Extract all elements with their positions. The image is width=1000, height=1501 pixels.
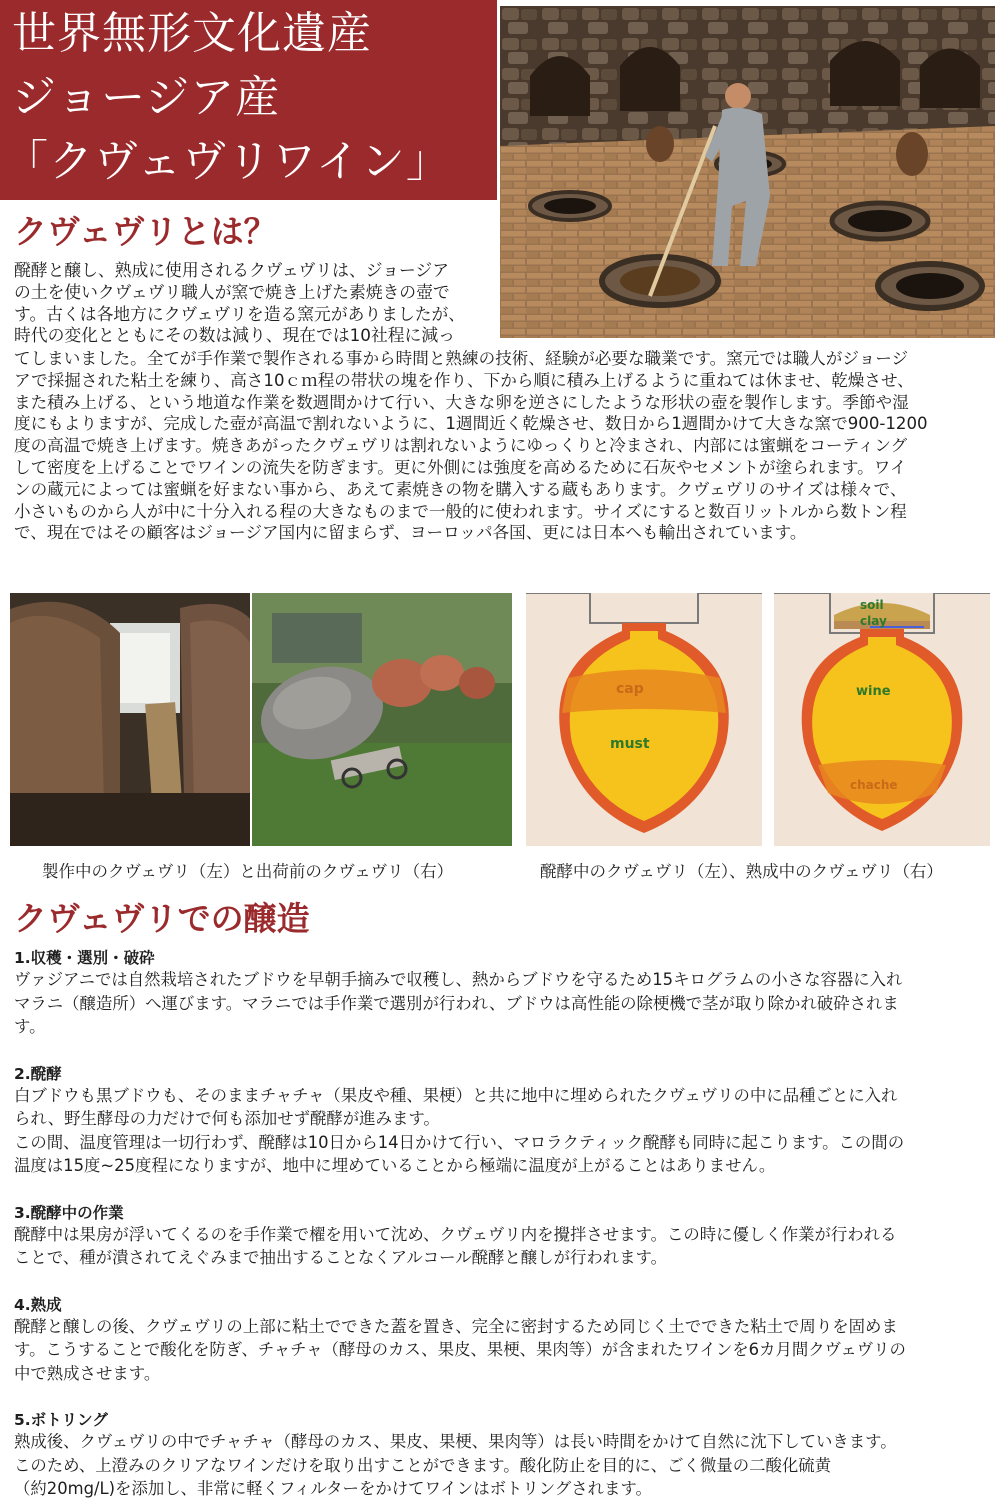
step-line: 中で熟成させます。 <box>14 1363 161 1383</box>
wine-label: wine <box>856 684 891 699</box>
step-title: 4.熟成 <box>14 1295 62 1314</box>
intro-paragraph-narrow <box>14 260 498 347</box>
fermenting-qvevri-diagram <box>526 593 762 846</box>
step-line: 熟成後、クヴェヴリの中でチャチャ（酵母のカス、果皮、果梗、果肉等）は長い時間をかけて自然に沈下していきます。 <box>14 1432 897 1451</box>
title-line-2: ジョージア産 <box>12 72 281 123</box>
must-label: must <box>610 736 650 752</box>
title-line-1: 世界無形文化遺産 <box>12 8 372 59</box>
intro-line: して密度を上げることでワインの流失を防ぎます。更に外側には強度を高めるために石灰やセメントが塗られます。ワイ <box>14 457 907 477</box>
intro-heading: クヴェヴリとは？ <box>14 212 277 251</box>
step-title: 1.収穫・選別・破砕 <box>14 949 155 967</box>
step-line: マラニ（醸造所）へ運びます。マラニでは手作業で選別が行われ、ブドウは高性能の除梗機で茎が取り除かれ破砕されま <box>14 993 899 1013</box>
intro-line: ンの蔵元によっては蜜蝋を好まない事から、あえて素焼きの物を購入する蔵もあります。クヴェヴリのサイズは様々で、 <box>14 479 907 499</box>
step-aging <box>14 1293 990 1386</box>
title-line-3: 「クヴェヴリワイン」 <box>4 136 451 187</box>
brewing-steps <box>14 946 990 1501</box>
photo-caption: 製作中のクヴェヴリ（左）と出荷前のクヴェヴリ（右） <box>42 862 454 881</box>
diagram-caption: 醗酵中のクヴェヴリ（左）、熟成中のクヴェヴリ（右） <box>540 862 943 881</box>
step-line: 温度は15度~25度程になりますが、地中に埋めていることから極端に温度が上がることはありません。 <box>14 1156 776 1175</box>
intro-line: また積み上げる、という地道な作業を数週間かけて行い、大きな卵を逆さにしたような形状の壺を製作します。季節や湿 <box>14 392 909 412</box>
intro-line: 度にもよりますが、完成した壺が高温で割れないように、1週間近く乾燥させ、数日から1週間かけて大きな窯で900-1200 <box>14 414 928 434</box>
intro-line: 度の高温で焼き上げます。焼きあがったクヴェヴリは割れないようにゆっくりと冷まされ、内部には蜜蝋をコーティング <box>14 436 908 456</box>
step-line: 醗酵中は果房が浮いてくるのを手作業で櫂を用いて沈め、クヴェヴリ内を攪拌させます。この時に優しく作業が行われる <box>14 1224 897 1244</box>
aging-qvevri-diagram <box>774 593 990 846</box>
intro-paragraph-wide <box>14 348 990 544</box>
step-bottling <box>14 1408 990 1501</box>
step-line: このため、上澄みのクリアなワインだけを取り出すことができます。酸化防止を目的に、ごく微量の二酸化硫黄 <box>14 1455 832 1475</box>
intro-line: てしまいました。全てが手作業で製作される事から時間と熟練の技術、経験が必要な職業です。窯元では職人がジョージ <box>14 349 909 368</box>
step-line: この間、温度管理は一切行わず、醗酵は10日から14日かけて行い、マロラクティック醗酵も同時に起こります。この間の <box>14 1132 905 1152</box>
brewing-heading: クヴェヴリでの醸造 <box>14 899 310 938</box>
intro-line: す。古くは各地方にクヴェヴリを造る窯元がありましたが、 <box>14 303 466 324</box>
step-line: られ、野生酵母の力だけで何も添加せず醗酵が進みます。 <box>14 1109 440 1128</box>
intro-line: アで採掘された粘土を練り、高さ10ｃｍ程の帯状の塊を作り、下から順に積み上げるように重ねては休ませ、乾燥させ、 <box>14 370 914 390</box>
step-fermentation <box>14 1062 990 1178</box>
step-harvest <box>14 946 990 1039</box>
soil-label: soil <box>860 598 884 612</box>
step-line: ヴァジアニでは自然栽培されたブドウを早朝手摘みで収穫し、熱からブドウを守るため15キログラムの小さな容器に入れ <box>14 970 903 989</box>
qvevri-cellar-photo <box>500 6 995 338</box>
intro-line: で、現在ではその顧客はジョージア国内に留まらず、ヨーロッパ各国、更には日本へも輸出されています。 <box>14 523 807 543</box>
step-title: 2.醗酵 <box>14 1064 62 1083</box>
step-line: 醗酵と醸しの後、クヴェヴリの上部に粘土でできた蓋を置き、完全に密封するため同じく土でできた粘土で周りを固めま <box>14 1316 898 1336</box>
qvevri-shipping-photo <box>252 593 512 846</box>
title-block <box>0 0 497 200</box>
intro-line: 小さいものから人が中に十分入れる程の大きなものまで一般的に使われます。サイズにすると数百リットルから数トン程 <box>14 501 907 521</box>
step-line: 白ブドウも黒ブドウも、そのままチャチャ（果皮や種、果梗）と共に地中に埋められたクヴェヴリの中に品種ごとに入れ <box>14 1085 898 1105</box>
intro-line: 時代の変化とともにその数は減り、現在では10社程に減っ <box>14 325 455 346</box>
qvevri-workshop-photo <box>10 593 250 846</box>
intro-line: の土を使いクヴェヴリ職人が窯で焼き上げた素焼きの壺で <box>14 281 450 302</box>
step-line: （約20mg/L)を添加し、非常に軽くフィルターをかけてワインはボトリングされます。 <box>14 1479 652 1498</box>
step-line: す。 <box>14 1017 46 1036</box>
clay-label: clay <box>860 614 887 628</box>
step-title: 5.ボトリング <box>14 1411 108 1429</box>
step-title: 3.醗酵中の作業 <box>14 1203 124 1222</box>
cap-label: cap <box>616 681 644 697</box>
step-line: ことで、種が潰されてえぐみまで抽出することなくアルコール醗酵と醸しが行われます。 <box>14 1248 667 1267</box>
chache-label: chache <box>850 778 898 792</box>
step-line: す。こうすることで酸化を防ぎ、チャチャ（酵母のカス、果皮、果梗、果肉等）が含まれたワインを6カ月間クヴェヴリの <box>14 1340 906 1359</box>
intro-line: 醗酵と醸し、熟成に使用されるクヴェヴリは、ジョージア <box>14 260 449 280</box>
step-fermentation-work <box>14 1201 990 1270</box>
